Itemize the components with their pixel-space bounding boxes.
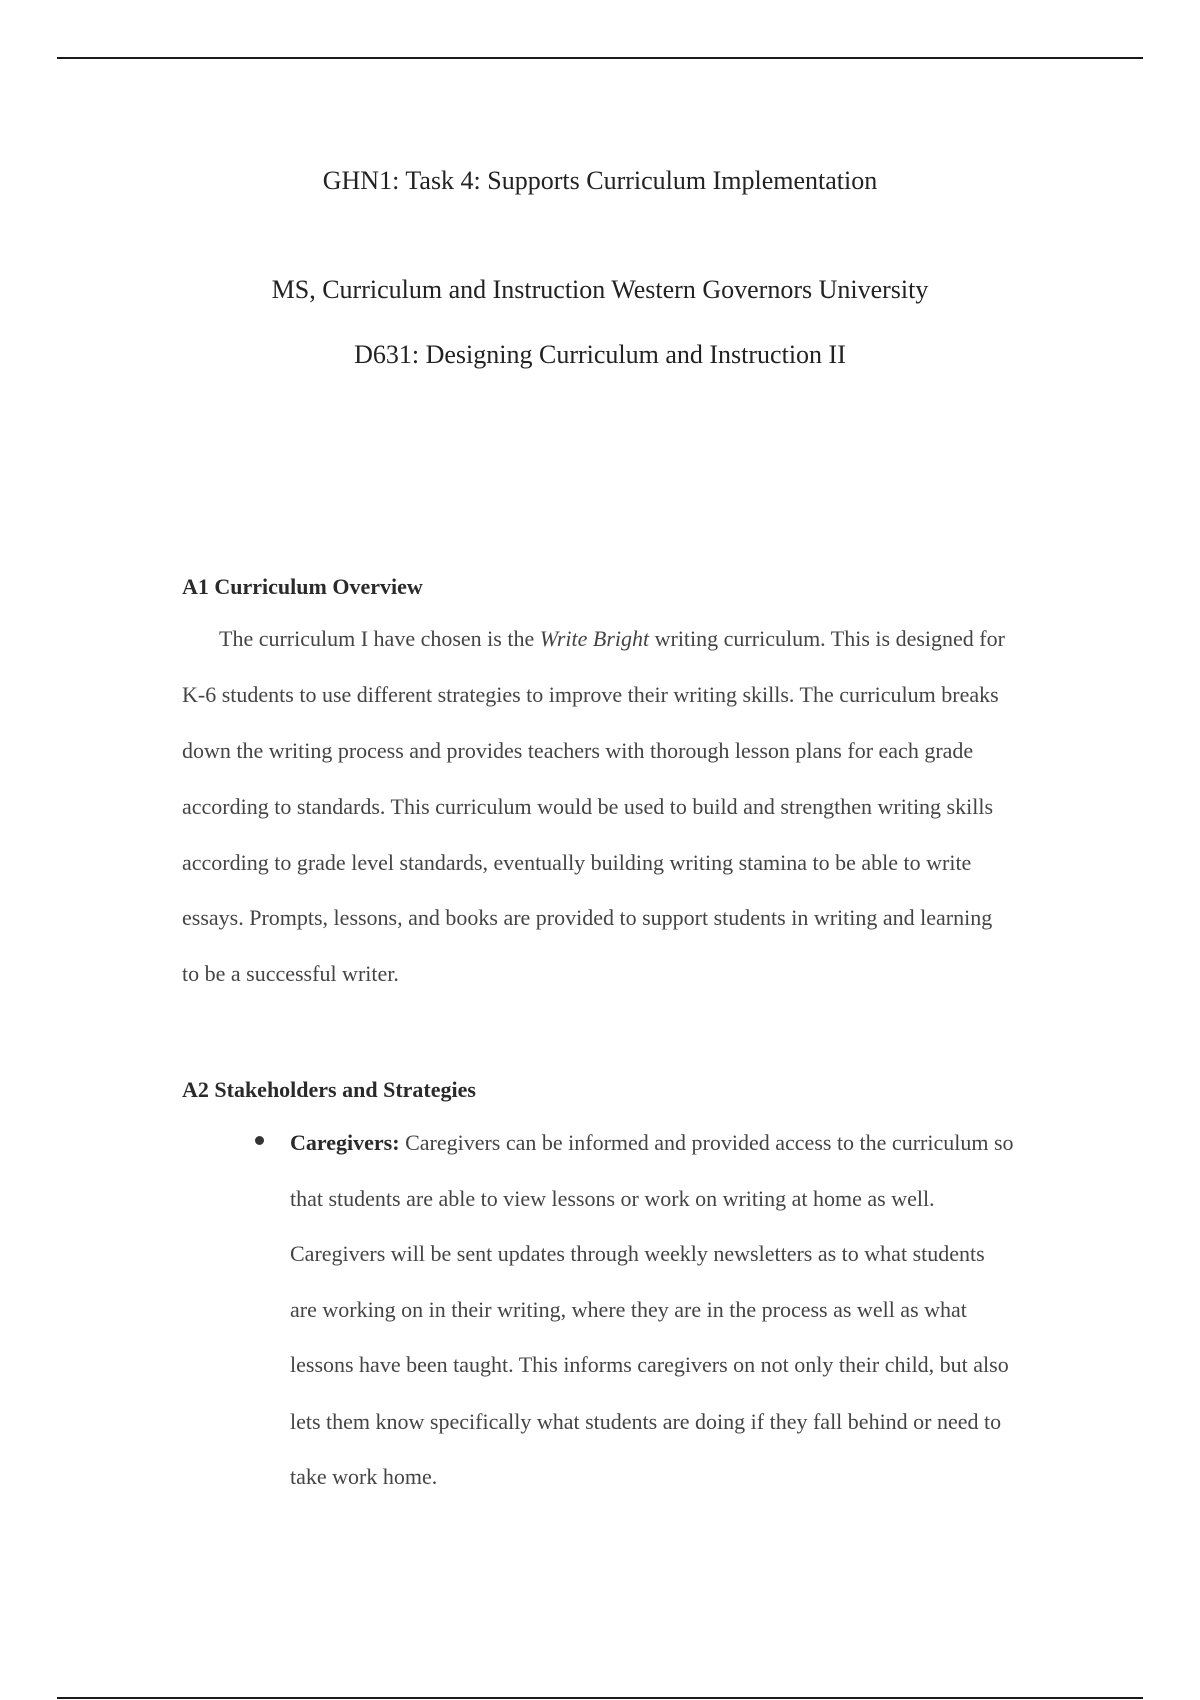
paragraph-line: essays. Prompts, lessons, and books are provided to support students in writing and learning xyxy=(182,905,993,930)
line-text-before: The curriculum I have chosen is the xyxy=(219,626,540,651)
paragraph-line xyxy=(219,628,1005,650)
bullet-line: Caregivers will be sent updates through weekly newsletters as to what students xyxy=(290,1241,985,1266)
bullet-line: lessons have been taught. This informs caregivers on not only their child, but also xyxy=(290,1352,1009,1377)
bullet-line: are working on in their writing, where they are in the process as well as what xyxy=(290,1297,967,1322)
bullet-line: that students are able to view lessons or work on writing at home as well. xyxy=(290,1186,935,1211)
curriculum-name: Write Bright xyxy=(539,626,650,651)
paragraph-line: to be a successful writer. xyxy=(182,961,399,986)
course-line: D631: Designing Curriculum and Instruction II xyxy=(354,340,846,369)
bullet-line xyxy=(290,1132,1014,1154)
program-line: MS, Curriculum and Instruction Western Governors University xyxy=(271,275,929,304)
bottom-rule xyxy=(57,1697,1143,1699)
bullet-dot-icon xyxy=(255,1136,264,1145)
section-a2-heading: A2 Stakeholders and Strategies xyxy=(182,1077,476,1102)
paragraph-line: according to grade level standards, eventually building writing stamina to be able to write xyxy=(182,850,972,875)
paragraph-line: down the writing process and provides teachers with thorough lesson plans for each grade xyxy=(182,738,974,763)
document-title: GHN1: Task 4: Supports Curriculum Implementation xyxy=(322,166,878,195)
line-text-after: writing curriculum. This is designed for xyxy=(649,626,1005,651)
bullet-first-line: Caregivers can be informed and provided access to the curriculum so xyxy=(399,1130,1014,1155)
section-a1-heading: A1 Curriculum Overview xyxy=(182,574,423,599)
paragraph-line: according to standards. This curriculum would be used to build and strengthen writing skills xyxy=(182,794,994,819)
bullet-label: Caregivers: xyxy=(290,1130,400,1155)
paragraph-line: K-6 students to use different strategies to improve their writing skills. The curriculum breaks xyxy=(182,682,999,707)
top-rule xyxy=(57,57,1143,59)
bullet-line: take work home. xyxy=(290,1464,438,1489)
bullet-line: lets them know specifically what students are doing if they fall behind or need to xyxy=(290,1409,1002,1434)
